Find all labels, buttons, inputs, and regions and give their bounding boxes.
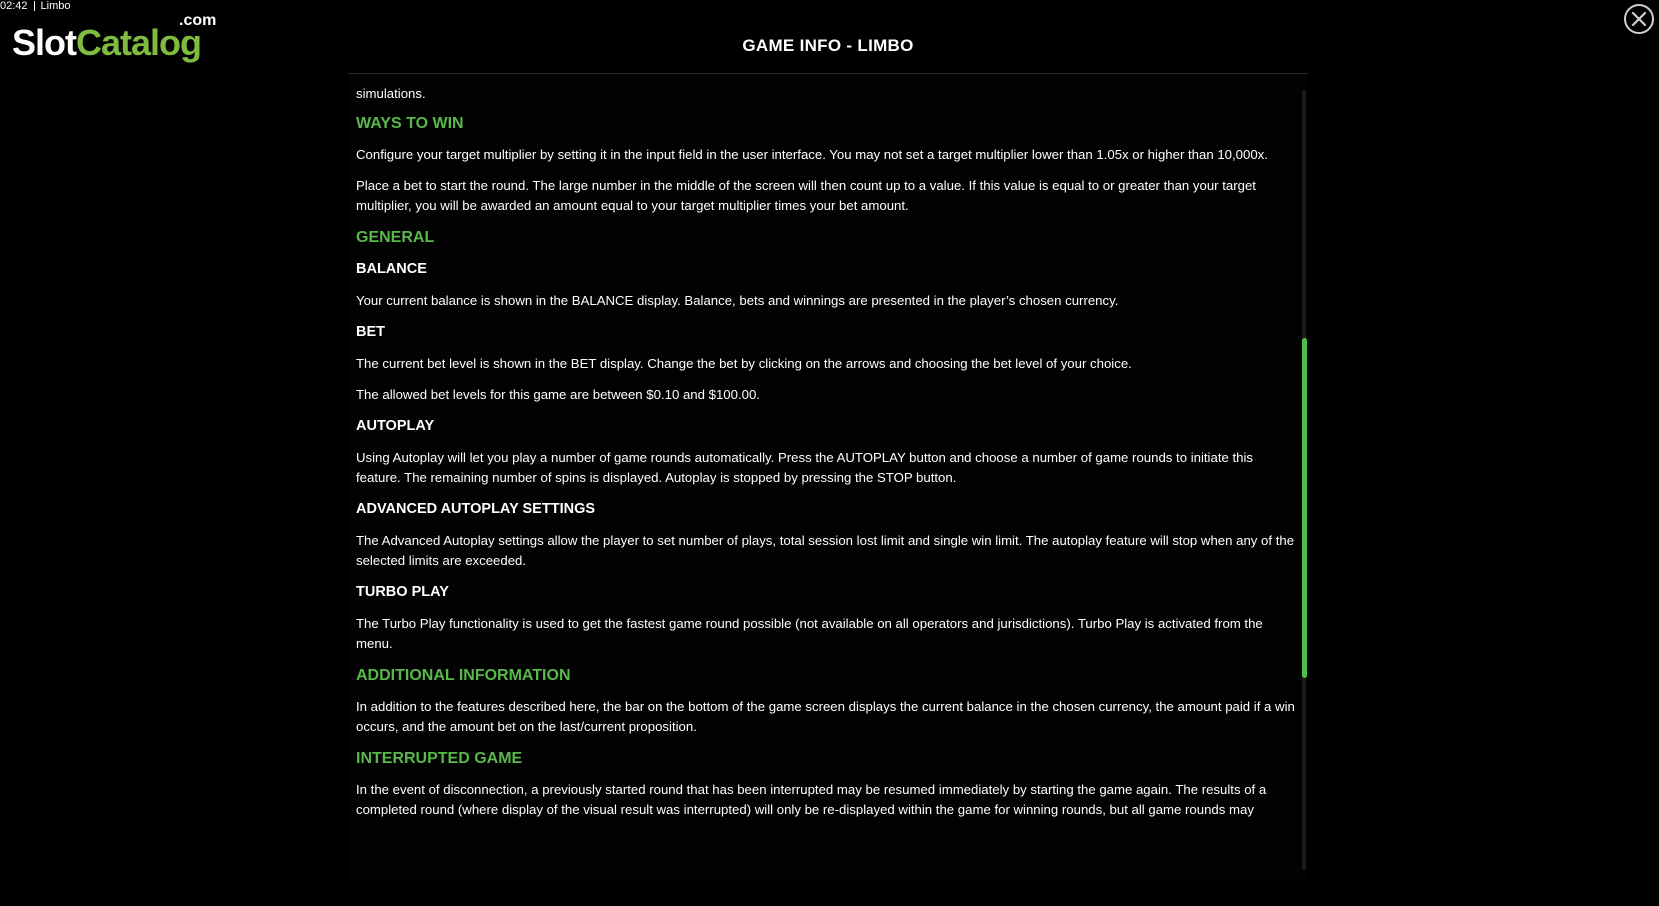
bet-text-1: The current bet level is shown in the BET display. Change the bet by clicking on the arrows and choosing the bet level of your choice. (356, 356, 1132, 371)
text-fragment: simulations. (356, 86, 426, 101)
scrollbar-thumb[interactable] (1302, 338, 1307, 678)
autoplay-text: Using Autoplay will let you play a number of game rounds automatically. Press the AUTOPLAY button and choose a number of game rounds to initiate this feature. The remaining number of spins is displayed. Autoplay is stopped by pressing the STOP button. (356, 450, 1254, 485)
interrupted-game-text: In the event of disconnection, a previously started round that has been interrupted may be resumed immediately by starting the game again. The results of a completed round (where display of the visual result was interrupted) will only be re-displayed within the game for winning rounds, but all game rounds may (356, 782, 1267, 817)
logo-com: .com (179, 12, 217, 29)
ways-to-win-text-2: Place a bet to start the round. The large number in the middle of the screen will then count up to a value. If this value is equal to or greater than your target multiplier, you will be awarded an amount equal to your target multiplier times your bet amount. (356, 178, 1256, 213)
dialog-title: GAME INFO - LIMBO (742, 36, 914, 55)
window-title: Limbo (40, 0, 71, 12)
heading-interrupted-game: INTERRUPTED GAME (356, 750, 523, 767)
subheading-balance: BALANCE (356, 261, 427, 277)
bottom-fade (348, 840, 1308, 880)
advanced-autoplay-text: The Advanced Autoplay settings allow the player to set number of plays, total session lost limit and single win limit. The autoplay feature will stop when any of the selected limits are exceeded. (356, 533, 1295, 568)
close-icon (1631, 11, 1647, 27)
heading-ways-to-win: WAYS TO WIN (356, 115, 464, 132)
window-titlebar (0, 0, 71, 12)
subheading-autoplay: AUTOPLAY (356, 418, 435, 434)
turbo-play-text: The Turbo Play functionality is used to get the fastest game round possible (not available on all operators and jurisdictions). Turbo Play is activated from the menu. (356, 616, 1263, 651)
titlebar-divider (34, 1, 35, 11)
heading-general: GENERAL (356, 229, 435, 246)
close-button[interactable] (1624, 4, 1654, 34)
subheading-advanced-autoplay: ADVANCED AUTOPLAY SETTINGS (356, 501, 596, 517)
subheading-turbo-play: TURBO PLAY (356, 584, 449, 600)
bet-text-2: The allowed bet levels for this game are between $0.10 and $100.00. (356, 387, 760, 402)
logo-wordmark (12, 22, 201, 64)
balance-text: Your current balance is shown in the BALANCE display. Balance, bets and winnings are presented in the player’s chosen currency. (356, 293, 1119, 308)
heading-additional-information: ADDITIONAL INFORMATION (356, 667, 571, 684)
game-info-content (356, 84, 1296, 831)
logo-catalog: Catalog (76, 22, 202, 63)
ways-to-win-text-1: Configure your target multiplier by setting it in the input field in the user interface. You may not set a target multiplier lower than 1.05x or higher than 10,000x. (356, 147, 1268, 162)
slotcatalog-logo (12, 12, 217, 63)
game-info-panel[interactable] (348, 74, 1308, 880)
clock: 02:42 (0, 0, 28, 12)
subheading-bet: BET (356, 324, 385, 340)
additional-information-text: In addition to the features described here, the bar on the bottom of the game screen displays the current balance in the chosen currency, the amount paid if a win occurs, and the amount bet on the last/current proposition. (356, 699, 1295, 734)
logo-slot: Slot (12, 22, 76, 63)
